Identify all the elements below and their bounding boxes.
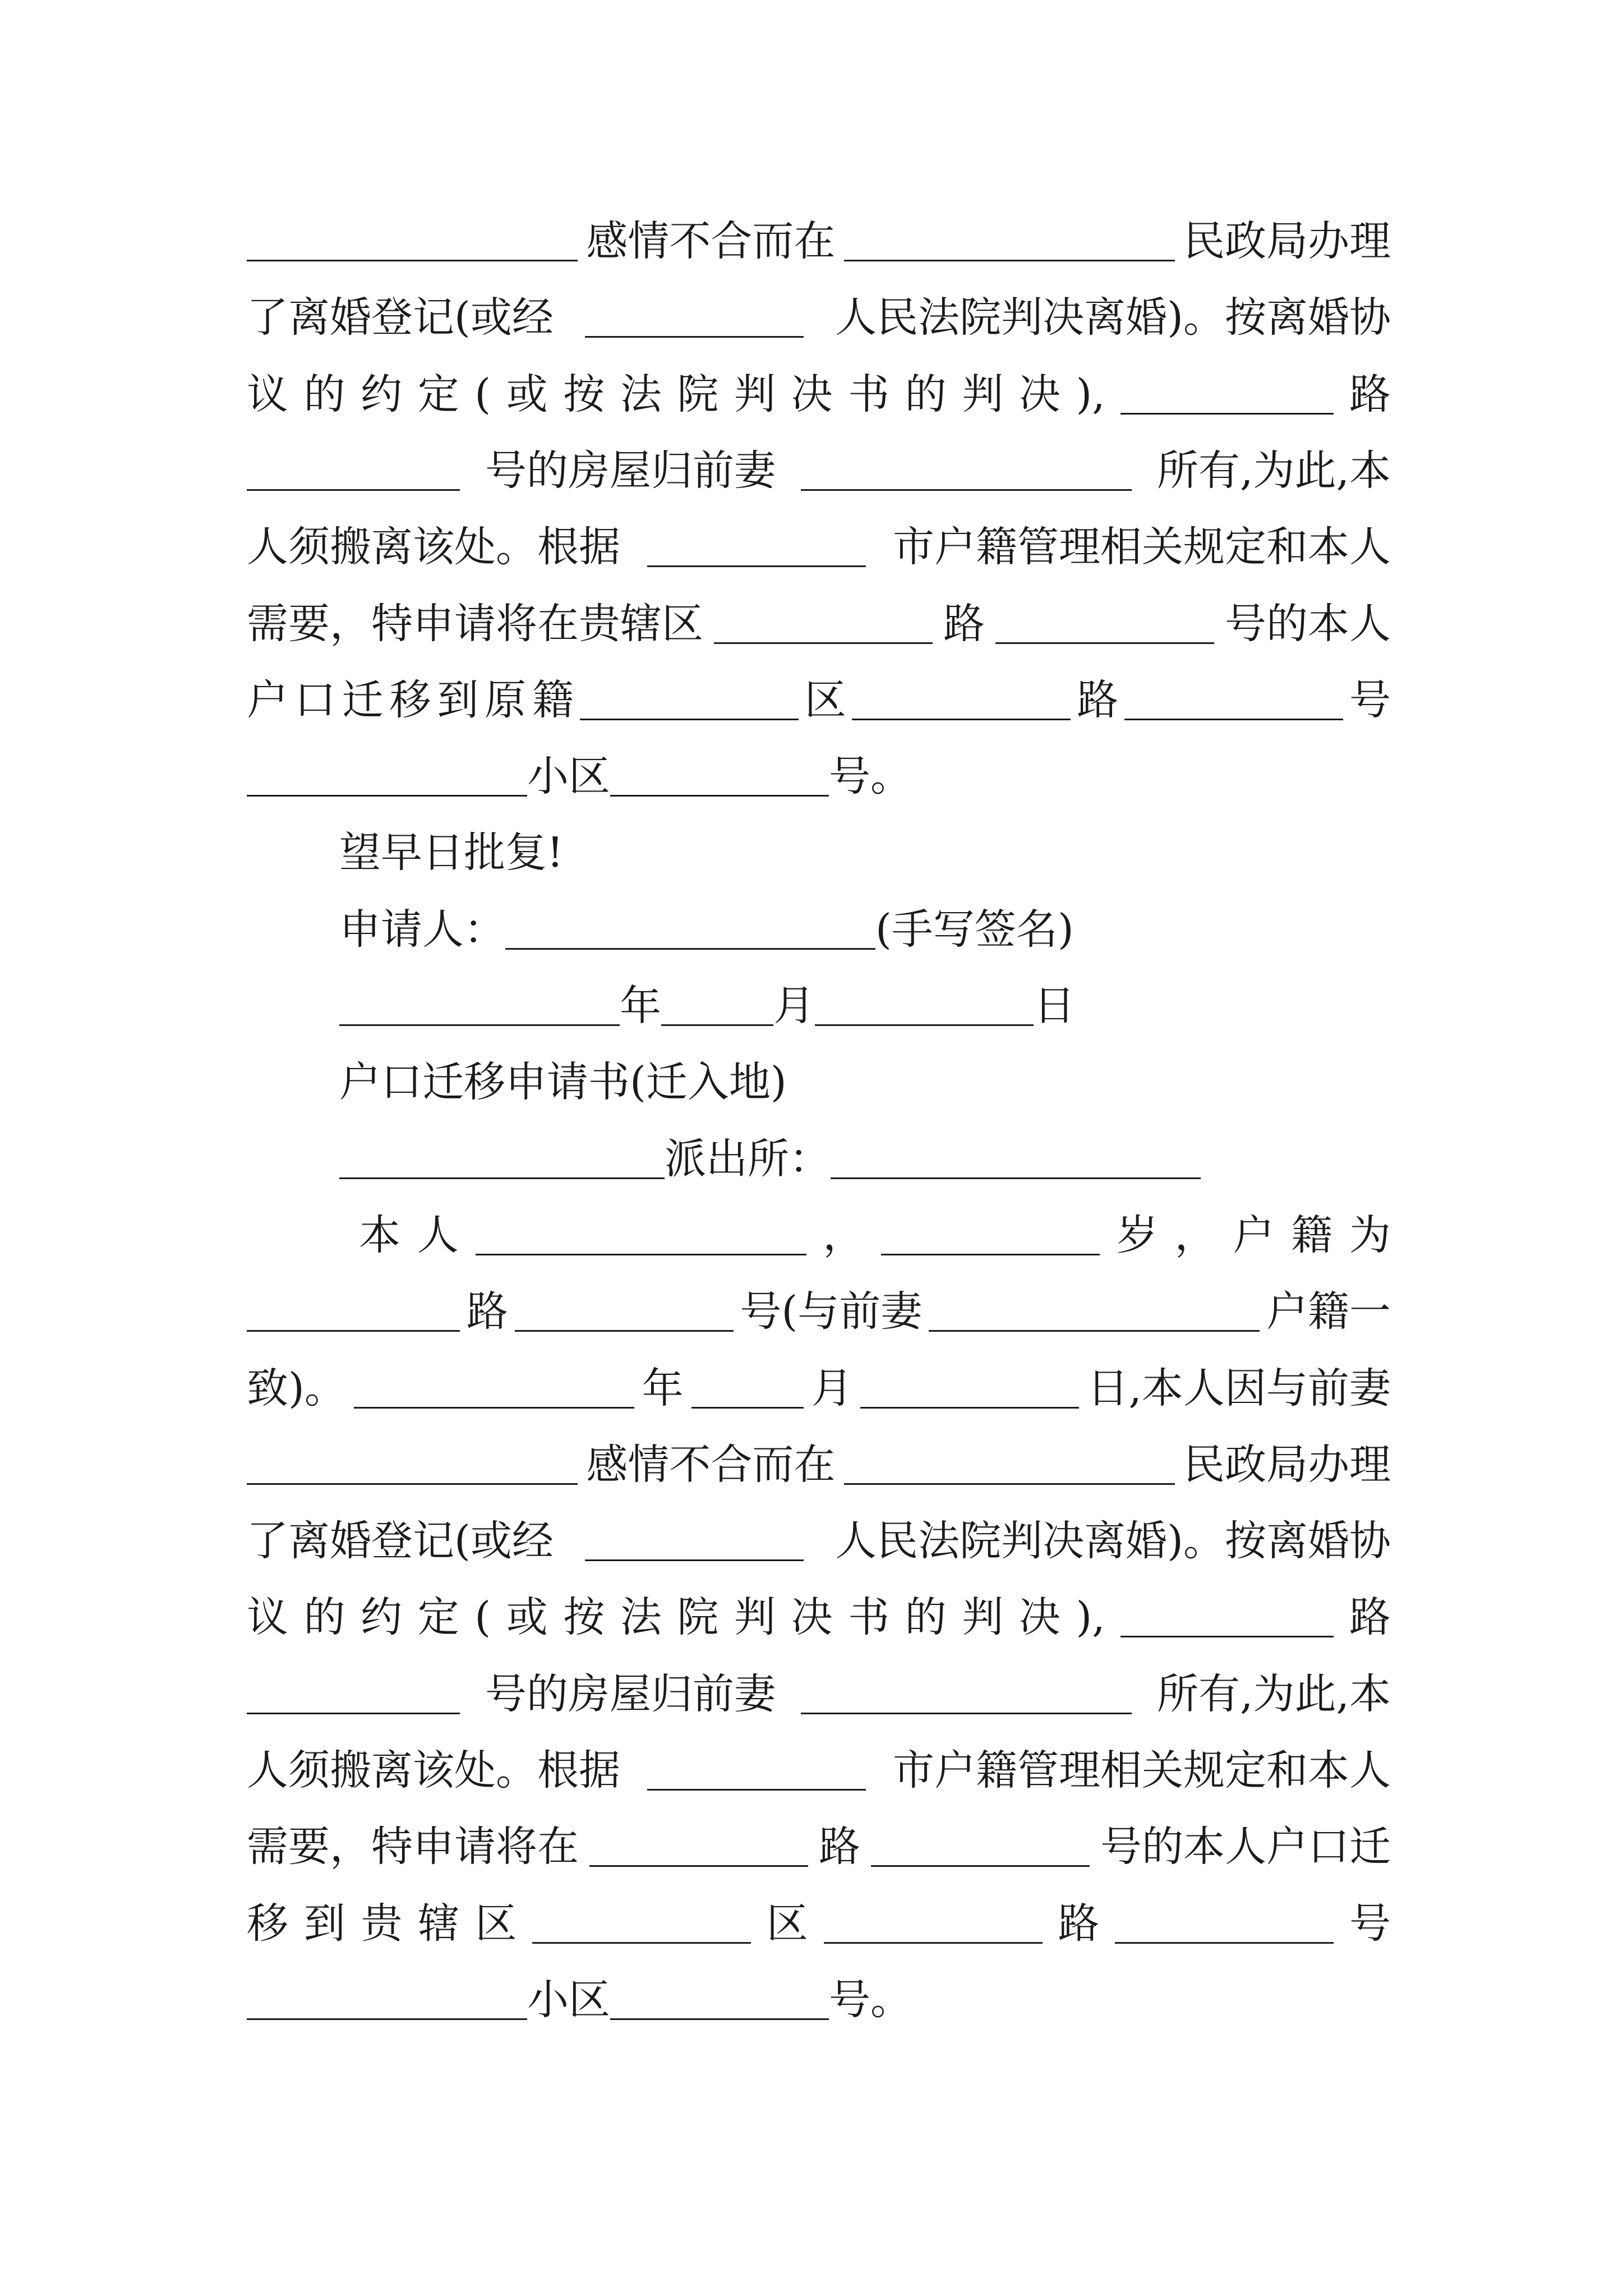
line-text: 判: [734, 370, 776, 418]
fill-in-blank[interactable]: [247, 1296, 460, 1332]
line-text: 号的本人: [1225, 600, 1391, 648]
line-text: 人: [417, 1211, 459, 1259]
fill-in-blank[interactable]: [354, 1373, 634, 1409]
document-line: [247, 1972, 1391, 2028]
line-text: 路: [1058, 1899, 1100, 1948]
line-text: 民政局办理: [1183, 1441, 1391, 1489]
fill-in-blank[interactable]: [647, 532, 866, 567]
fill-in-blank[interactable]: [247, 1679, 460, 1714]
document-line: [247, 1437, 1391, 1493]
document-line: [339, 1054, 1391, 1110]
fill-in-blank[interactable]: [585, 302, 804, 338]
line-text: 月: [773, 982, 815, 1030]
fill-in-blank[interactable]: [801, 1679, 1132, 1714]
line-text: 议: [247, 370, 288, 418]
fill-in-blank[interactable]: [589, 1832, 808, 1867]
line-text: 户: [1233, 1211, 1275, 1259]
fill-in-blank[interactable]: [844, 1450, 1175, 1485]
line-text: 辖: [418, 1899, 460, 1948]
line-text: 移: [247, 1899, 288, 1948]
line-text: 原: [485, 676, 527, 724]
line-text: 区: [804, 676, 846, 724]
fill-in-blank[interactable]: [515, 1296, 734, 1332]
line-text: ),: [1076, 1593, 1105, 1641]
line-text: 号。: [829, 1976, 912, 2024]
line-text: 路: [466, 1287, 508, 1336]
line-text: 法: [620, 1593, 662, 1641]
line-text: 人须搬离该处。根据: [247, 523, 620, 571]
line-text: 号(与前妻: [740, 1287, 923, 1336]
line-text: 致)。: [247, 1364, 346, 1412]
line-text: 迁: [342, 676, 384, 724]
line-text: 约: [361, 370, 403, 418]
line-text: 区: [766, 1899, 808, 1948]
document-line: [247, 366, 1391, 422]
fill-in-blank[interactable]: [647, 1755, 866, 1791]
line-text: 路: [819, 1823, 860, 1871]
line-text: 所有,为此,本: [1156, 1670, 1391, 1718]
line-text: 的: [905, 1593, 947, 1641]
line-text: 感情不合而在: [586, 1441, 836, 1489]
fill-in-blank[interactable]: [860, 1373, 1079, 1409]
fill-in-blank[interactable]: [476, 1220, 806, 1255]
line-text: (手写签名): [875, 905, 1074, 954]
fill-in-blank[interactable]: [995, 609, 1214, 644]
line-text: 到: [437, 676, 479, 724]
line-text: ),: [1076, 370, 1105, 418]
line-text: 院: [677, 370, 719, 418]
line-text: 月: [811, 1364, 853, 1412]
line-text: 判: [962, 1593, 1004, 1641]
fill-in-blank[interactable]: [1121, 1602, 1334, 1637]
fill-in-blank[interactable]: [247, 1450, 578, 1485]
document-line: [339, 825, 1391, 881]
fill-in-blank[interactable]: [824, 1908, 1043, 1944]
document-line: [339, 901, 1391, 958]
fill-in-blank[interactable]: [610, 761, 829, 797]
line-text: 决: [791, 1593, 833, 1641]
document-line: [359, 1207, 1391, 1263]
document-line: [247, 1895, 1391, 1952]
line-text: 民政局办理: [1183, 217, 1391, 265]
fill-in-blank[interactable]: [247, 226, 578, 261]
line-text: (: [474, 1593, 491, 1641]
document-line: [247, 1589, 1391, 1645]
line-text: 路: [943, 600, 985, 648]
fill-in-blank[interactable]: [580, 685, 799, 720]
line-text: 移: [389, 676, 431, 724]
line-text: 人须搬离该处。根据: [247, 1746, 620, 1795]
line-text: 按: [563, 1593, 605, 1641]
line-text: 路: [1077, 676, 1119, 724]
fill-in-blank[interactable]: [801, 455, 1132, 491]
line-text: 判: [734, 1593, 776, 1641]
fill-in-blank[interactable]: [929, 1296, 1260, 1332]
document-line: [247, 519, 1391, 575]
line-text: 约: [361, 1593, 403, 1641]
line-text: 或: [506, 370, 548, 418]
line-text: 区: [475, 1899, 517, 1948]
line-text: 路: [1349, 370, 1391, 418]
line-text: 日,本人因与前妻: [1087, 1364, 1391, 1412]
line-text: 了离婚登记(或经: [247, 1517, 554, 1565]
line-text: 号的房屋归前妻: [485, 447, 776, 495]
line-text: ，: [1174, 1211, 1216, 1259]
line-text: 按: [563, 370, 605, 418]
document-line: [247, 213, 1391, 269]
line-text: 判: [962, 370, 1004, 418]
fill-in-blank[interactable]: [831, 1144, 1201, 1179]
fill-in-blank[interactable]: [815, 991, 1034, 1026]
line-text: 市户籍管理相关规定和本人: [893, 1746, 1391, 1795]
line-text: 号。: [829, 752, 912, 800]
line-text: 定: [417, 370, 459, 418]
document-line: [339, 978, 1391, 1034]
line-text: 所有,为此,本: [1156, 447, 1391, 495]
document-line: [247, 1666, 1391, 1722]
fill-in-blank[interactable]: [505, 914, 875, 950]
document-line: [247, 596, 1391, 652]
line-text: 了离婚登记(或经: [247, 293, 554, 342]
line-text: 法: [620, 370, 662, 418]
fill-in-blank[interactable]: [610, 1985, 829, 2020]
line-text: 号的房屋归前妻: [485, 1670, 776, 1718]
fill-in-blank[interactable]: [247, 455, 460, 491]
line-text: 决: [1018, 370, 1061, 418]
line-text: 院: [677, 1593, 719, 1641]
line-text: 本: [359, 1211, 400, 1259]
line-text: 感情不合而在: [586, 217, 836, 265]
document-line: [247, 1513, 1391, 1569]
line-text: 小区: [527, 752, 610, 800]
line-text: 号: [1349, 676, 1391, 724]
line-text: 贵: [361, 1899, 403, 1948]
fill-in-blank[interactable]: [532, 1908, 751, 1944]
line-text: ，: [823, 1211, 865, 1259]
line-text: 号: [1349, 1899, 1391, 1948]
line-text: 需要，特申请将在贵辖区: [247, 600, 703, 648]
line-text: 日: [1034, 982, 1075, 1030]
line-text: 口: [294, 676, 336, 724]
fill-in-blank[interactable]: [339, 991, 620, 1026]
line-text: 小区: [527, 1976, 610, 2024]
line-text: (: [474, 370, 491, 418]
line-text: 申请人：: [339, 905, 505, 954]
line-text: 议: [247, 1593, 288, 1641]
line-text: 籍: [1291, 1211, 1333, 1259]
line-text: 书: [848, 370, 890, 418]
fill-in-blank[interactable]: [691, 1373, 804, 1409]
line-text: 的: [303, 1593, 345, 1641]
document-line: [339, 1131, 1391, 1187]
fill-in-blank[interactable]: [585, 1526, 804, 1561]
fill-in-blank[interactable]: [1115, 1908, 1334, 1944]
line-text: 决: [791, 370, 833, 418]
fill-in-blank[interactable]: [247, 761, 527, 797]
document-line: [247, 443, 1391, 499]
line-text: 的: [303, 370, 345, 418]
document-line: [247, 1742, 1391, 1798]
line-text: 书: [848, 1593, 890, 1641]
fill-in-blank[interactable]: [852, 685, 1071, 720]
fill-in-blank[interactable]: [881, 1220, 1100, 1255]
line-text: 路: [1349, 1593, 1391, 1641]
line-text: 年: [620, 982, 661, 1030]
line-text: 望早日批复!: [339, 829, 564, 877]
line-text: 号的本人户口迁: [1100, 1823, 1391, 1871]
document-line: [247, 748, 1391, 804]
document-line: [247, 1360, 1391, 1416]
fill-in-blank[interactable]: [339, 1144, 665, 1179]
fill-in-blank[interactable]: [871, 1832, 1090, 1867]
line-text: 到: [303, 1899, 345, 1948]
line-text: 人民法院判决离婚)。按离婚协: [835, 293, 1391, 342]
line-text: 或: [506, 1593, 548, 1641]
line-text: 人民法院判决离婚)。按离婚协: [835, 1517, 1391, 1565]
line-text: 的: [905, 370, 947, 418]
document-line: [247, 672, 1391, 728]
fill-in-blank[interactable]: [247, 1985, 527, 2020]
line-text: 市户籍管理相关规定和本人: [893, 523, 1391, 571]
document-line: [247, 1819, 1391, 1875]
fill-in-blank[interactable]: [661, 991, 773, 1026]
line-text: 籍: [532, 676, 574, 724]
document-line: [247, 289, 1391, 346]
line-text: 岁: [1116, 1211, 1158, 1259]
line-text: 定: [417, 1593, 459, 1641]
line-text: 户: [247, 676, 288, 724]
document-line: [247, 1283, 1391, 1340]
line-text: 为: [1349, 1211, 1391, 1259]
fill-in-blank[interactable]: [714, 609, 933, 644]
line-text: 派出所：: [665, 1135, 831, 1183]
line-text: 决: [1018, 1593, 1061, 1641]
line-text: 户籍一: [1266, 1287, 1391, 1336]
line-text: 户口迁移申请书(迁入地): [339, 1058, 787, 1106]
line-text: 年: [642, 1364, 684, 1412]
line-text: 需要，特申请将在: [247, 1823, 579, 1871]
fill-in-blank[interactable]: [1121, 379, 1334, 415]
fill-in-blank[interactable]: [844, 226, 1175, 261]
fill-in-blank[interactable]: [1124, 685, 1343, 720]
